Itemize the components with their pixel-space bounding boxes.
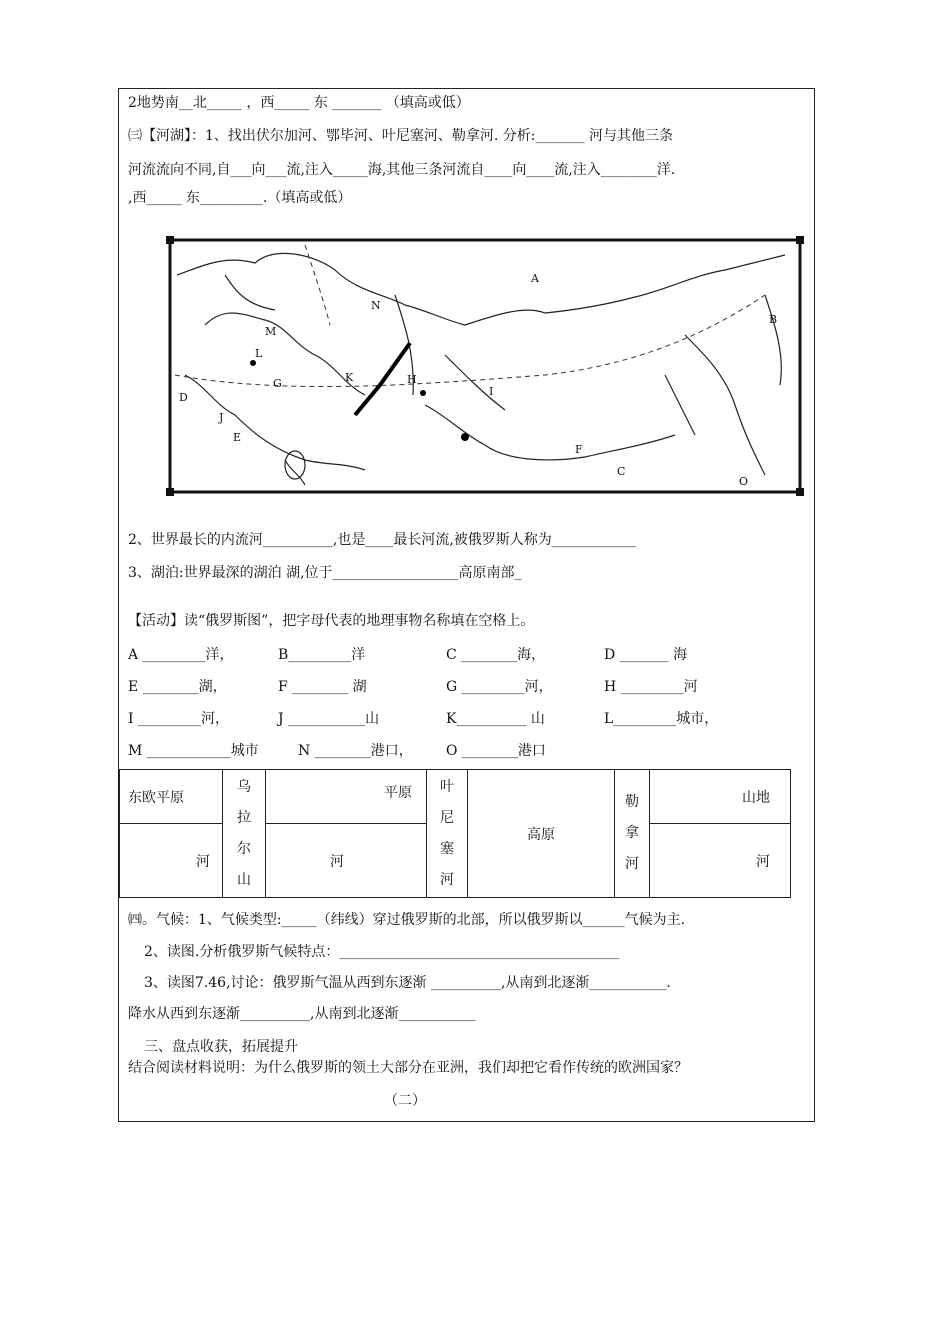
fill-I: I _________河， (128, 711, 229, 727)
fill-A: A _________洋， (128, 647, 234, 663)
map-label-O: O (739, 475, 749, 488)
fill-N: N ________港口， (298, 743, 413, 759)
fill-M: M ____________城市 (128, 743, 259, 759)
map-label-F: F (575, 443, 583, 456)
rivers-question-line1: ㈢【河湖】：1、找出伏尔加河、鄂毕河、叶尼塞河、勒拿河. 分析:_______ 河与其他三条 (128, 128, 673, 144)
fill-F: F ________ 湖 (278, 679, 367, 695)
map-label-D: D (179, 391, 188, 404)
fill-J: J ___________山 (278, 711, 380, 727)
climate-question-2: 2、读图.分析俄罗斯气候特点：________________________________________ (144, 944, 620, 960)
fill-H: H _________河 (604, 679, 698, 695)
inland-river-question: 2、世界最长的内流河__________,也是____最长河流,被俄罗斯人称为____________ (128, 532, 636, 548)
summary-heading: 三、盘点收获，拓展提升 (144, 1039, 298, 1055)
map-label-J: J (219, 411, 224, 424)
cell-yenisei-river: 叶 尼 塞 河 (427, 770, 468, 898)
map-label-L: L (255, 347, 263, 360)
cell-plateau: 高原 (468, 770, 615, 898)
map-label-K: K (345, 371, 354, 384)
terrain-table (119, 769, 791, 898)
activity-heading: 【活动】读“俄罗斯图”，把字母代表的地理事物名称填在空格上。 (128, 613, 535, 629)
terrain-question: 2地势南__北_____ ，西_____ 东 _______ （填高或低） (128, 95, 470, 111)
fill-B: B_________洋 (278, 647, 366, 663)
rivers-question-line2: 河流流向不同,自___向___流,注入_____海,其他三条河流自____向____流,注入________洋. (128, 162, 676, 178)
cell-river-2: 河 (266, 824, 427, 898)
cell-river-1: 河 (120, 824, 223, 898)
section-two-label: （二） (384, 1093, 426, 1109)
fill-D: D _______ 海 (604, 647, 688, 663)
climate-question-4: 降水从西到东逐渐__________,从南到北逐渐___________ (128, 1006, 476, 1022)
map-label-N: N (371, 299, 381, 312)
cell-east-european-plain: 东欧平原 (120, 770, 223, 824)
map-label-A: A (531, 272, 539, 285)
cell-mountains: 山地 (650, 770, 791, 824)
summary-question: 结合阅读材料说明：为什么俄罗斯的领土大部分在亚洲，我们却把它看作传统的欧洲国家？ (128, 1060, 688, 1076)
map-label-H: H (407, 373, 417, 386)
fill-L: L_________城市， (604, 711, 719, 727)
map-label-G: G (273, 377, 282, 390)
fill-K: K__________ 山 (446, 711, 545, 727)
fill-G: G _________河， (446, 679, 553, 695)
map-label-B: B (769, 313, 778, 326)
map-label-C: C (617, 465, 626, 478)
map-label-M: M (265, 325, 277, 338)
map-label-E: E (233, 431, 242, 444)
cell-river-3: 河 (650, 824, 791, 898)
cell-lena-river: 勒 拿 河 (615, 770, 650, 898)
cell-ural-mountains: 乌 拉 尔 山 (223, 770, 266, 898)
rivers-question-line3: ,西_____ 东_________.（填高或低） (128, 190, 352, 206)
russia-map (165, 235, 805, 497)
fill-E: E ________湖， (128, 679, 227, 695)
map-label-I: I (489, 385, 494, 398)
fill-C: C ________海， (446, 647, 546, 663)
lake-question: 3、湖泊:世界最深的湖泊 湖,位于__________________高原南部_ (128, 565, 522, 581)
fill-O: O ________港口 (446, 743, 546, 759)
climate-question-1: ㈣。气候：1、气候类型:_____（纬线）穿过俄罗斯的北部，所以俄罗斯以______气候为主. (128, 912, 686, 928)
cell-plain: 平原 (266, 770, 427, 824)
climate-question-3: 3、读图7.46,讨论：俄罗斯气温从西到东逐渐 __________,从南到北逐渐___________. (144, 975, 671, 991)
